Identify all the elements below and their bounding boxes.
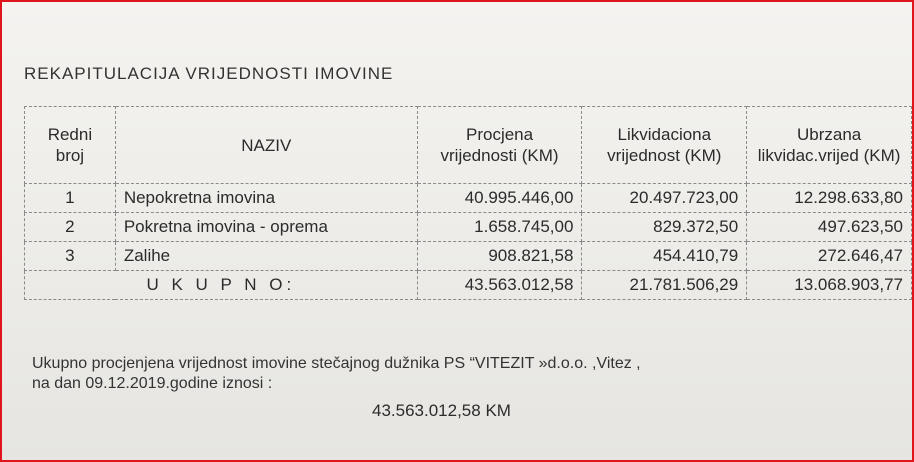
table-row	[25, 213, 912, 242]
header-likvidaciona: Likvidaciona vrijednost (KM)	[582, 107, 747, 184]
table-row	[25, 184, 912, 213]
row-procjena: 908.821,58	[417, 242, 582, 271]
row-ubrzana: 12.298.633,80	[747, 184, 912, 213]
table-header-row	[25, 107, 912, 184]
row-name: Zalihe	[115, 242, 417, 271]
table-row	[25, 242, 912, 271]
row-name: Pokretna imovina - oprema	[115, 213, 417, 242]
recap-table	[24, 106, 912, 300]
statement-line-2: na dan 09.12.2019.godine iznosi :	[32, 375, 273, 392]
summary-statement	[32, 354, 641, 394]
row-number: 3	[25, 242, 116, 271]
row-procjena: 1.658.745,00	[417, 213, 582, 242]
total-procjena: 43.563.012,58	[417, 271, 582, 300]
header-procjena: Procjena vrijednosti (KM)	[417, 107, 582, 184]
row-likvidaciona: 454.410,79	[582, 242, 747, 271]
row-number: 2	[25, 213, 116, 242]
header-ubrzana: Ubrzana likvidac.vrijed (KM)	[747, 107, 912, 184]
header-naziv: NAZIV	[115, 107, 417, 184]
row-number: 1	[25, 184, 116, 213]
row-procjena: 40.995.446,00	[417, 184, 582, 213]
document-title: REKAPITULACIJA VRIJEDNOSTI IMOVINE	[24, 64, 394, 83]
row-likvidaciona: 829.372,50	[582, 213, 747, 242]
row-ubrzana: 497.623,50	[747, 213, 912, 242]
total-amount: 43.563.012,58 KM	[372, 401, 511, 420]
statement-line-1: Ukupno procjenjena vrijednost imovine stečajnog dužnika PS “VITEZIT »d.o.o. ,Vitez ,	[32, 355, 641, 372]
total-label: U K U P N O:	[25, 271, 418, 300]
row-ubrzana: 272.646,47	[747, 242, 912, 271]
row-name: Nepokretna imovina	[115, 184, 417, 213]
table-total-row	[25, 271, 912, 300]
total-ubrzana: 13.068.903,77	[747, 271, 912, 300]
header-redni-broj: Redni broj	[25, 107, 116, 184]
total-likvidaciona: 21.781.506,29	[582, 271, 747, 300]
row-likvidaciona: 20.497.723,00	[582, 184, 747, 213]
